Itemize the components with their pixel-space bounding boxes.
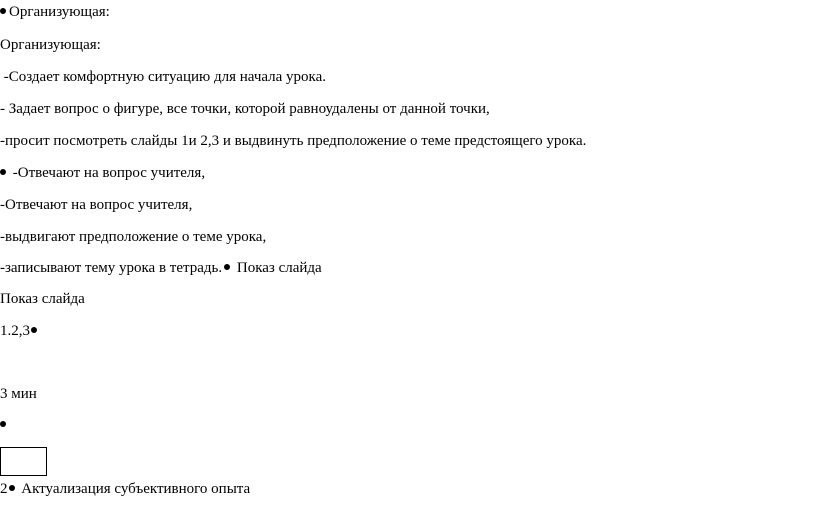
bullet-icon [0, 8, 6, 14]
text-question-figure: - Задает вопрос о фигуре, все точки, которой равноудалены от данной точки, [0, 101, 490, 117]
line-11 [0, 322, 40, 340]
line-4 [0, 100, 490, 118]
text-organizing-1: Организующая: [9, 4, 110, 20]
line-3 [0, 68, 326, 86]
text-answer-teacher-1: -Отвечают на вопрос учителя, [9, 165, 206, 181]
text-slide-numbers: 1.2,3 [0, 323, 30, 339]
bullet-icon [0, 169, 6, 175]
text-write-topic: -записывают тему урока в тетрадь. [0, 260, 223, 276]
bullet-icon [9, 485, 15, 491]
line-10 [0, 290, 85, 308]
text-view-slides: -просит посмотреть слайды 1и 2,3 и выдвинуть предположение о теме предстоящего урока. [0, 133, 587, 149]
bullet-icon [224, 264, 230, 270]
text-duration: 3 мин [0, 386, 37, 402]
text-show-slide: Показ слайда [0, 291, 85, 307]
line-14 [0, 480, 250, 498]
text-comfortable-situation: -Создает комфортную ситуацию для начала урока. [0, 69, 327, 85]
line-13 [0, 416, 9, 434]
line-9 [0, 259, 322, 277]
line-1 [0, 3, 110, 21]
line-12 [0, 385, 37, 403]
text-organizing-2: Организующая: [0, 37, 101, 53]
text-show-slide-inline: Показ слайда [233, 260, 322, 276]
bullet-icon [0, 421, 6, 427]
empty-cell-box [0, 447, 47, 476]
bullet-icon [31, 327, 37, 333]
line-6 [0, 164, 205, 182]
line-2 [0, 36, 101, 54]
line-7 [0, 196, 192, 214]
text-propose-topic: -выдвигают предположение о теме урока, [0, 229, 267, 245]
text-section-number: 2 [0, 481, 8, 497]
text-answer-teacher-2: -Отвечают на вопрос учителя, [0, 197, 193, 213]
text-actualization: Актуализация субъективного опыта [17, 481, 251, 497]
line-5 [0, 132, 586, 150]
line-8 [0, 228, 266, 246]
